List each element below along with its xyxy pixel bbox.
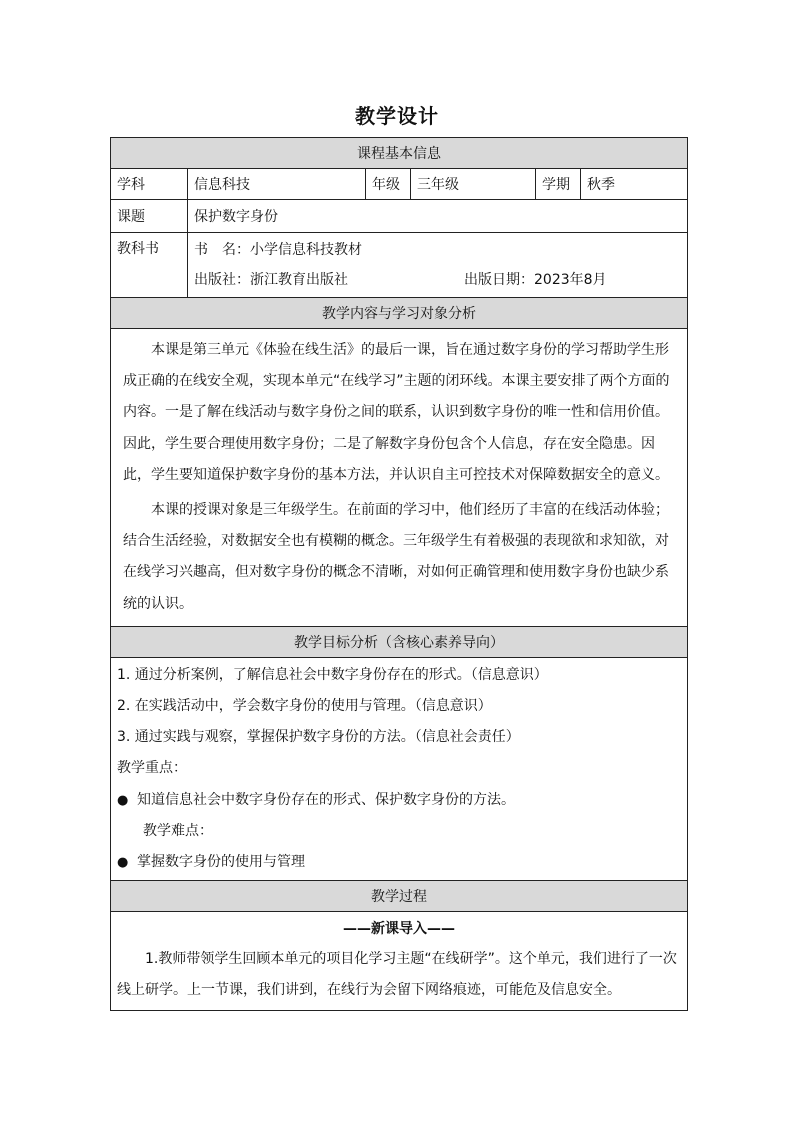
analysis-paragraph-1: 本课是第三单元《体验在线生活》的最后一课，旨在通过数字身份的学习帮助学生形成正确的在线安全观，实现本单元“在线学习”主题的闭环线。本课主要安排了两个方面的内容。一是了解在线活动与数字身份之间的联系，认识到数字身份的唯一性和信用价值。因此，学生要合理使用数字身份；二是了解数字身份包含个人信息，存在安全隐患。因此，学生要知道保护数字身份的基本方法，并认识自主可控技术对保障数据安全的意义。 (123, 342, 670, 483)
bullet-icon: ● (117, 792, 129, 808)
document-title: 教学设计 (355, 104, 439, 128)
section-goals: 教学目标分析（含核心素养导向） (111, 626, 688, 657)
lesson-plan-table (110, 137, 688, 1011)
key-point-row (117, 785, 681, 816)
section-basic-info: 课程基本信息 (111, 138, 688, 169)
goal-item: 1. 通过分析案例，了解信息社会中数字身份存在的形式。（信息意识） (117, 666, 548, 683)
grade-value: 三年级 (411, 169, 536, 200)
process-heading: ——新课导入—— (343, 921, 456, 938)
difficult-point-row (117, 847, 681, 878)
topic-label: 课题 (111, 200, 188, 233)
goal-item: 3. 通过实践与观察，掌握保护数字身份的方法。（信息社会责任） (117, 729, 520, 746)
term-label: 学期 (536, 169, 581, 200)
term-value: 秋季 (581, 169, 688, 200)
difficult-point-label: 教学难点： (143, 822, 213, 839)
goals-list (117, 658, 681, 880)
key-point-label: 教学重点： (117, 760, 187, 777)
book-name: 书 名：小学信息科技教材 (194, 242, 362, 258)
section-process: 教学过程 (111, 881, 688, 912)
topic-value: 保护数字身份 (188, 200, 688, 233)
section-analysis: 教学内容与学习对象分析 (111, 298, 688, 329)
publish-date: 出版日期：2023年8月 (464, 272, 607, 288)
textbook-label: 教科书 (111, 233, 188, 298)
subject-label: 学科 (111, 169, 188, 200)
publisher: 出版社：浙江教育出版社 (194, 272, 348, 288)
analysis-paragraph-2: 本课的授课对象是三年级学生。在前面的学习中，他们经历了丰富的在线活动体验；结合生活经验，对数据安全也有模糊的概念。三年级学生有着极强的表现欲和求知欲，对在线学习兴趣高，但对数字身份的概念不清晰，对如何正确管理和使用数字身份也缺少系统的认识。 (123, 502, 669, 612)
difficult-point-text: 掌握数字身份的使用与管理 (137, 854, 305, 871)
goal-item: 2. 在实践活动中，学会数字身份的使用与管理。（信息意识） (117, 698, 492, 715)
process-paragraph-1: 1.教师带领学生回顾本单元的项目化学习主题“在线研学”。这个单元，我们进行了一次线上研学。上一节课，我们讲到，在线行为会留下网络痕迹，可能危及信息安全。 (117, 951, 677, 999)
publisher-row (194, 265, 681, 295)
key-point-text: 知道信息社会中数字身份存在的形式、保护数字身份的方法。 (137, 791, 515, 808)
subject-value: 信息科技 (188, 169, 366, 200)
bullet-icon: ● (117, 855, 129, 871)
grade-label: 年级 (366, 169, 411, 200)
